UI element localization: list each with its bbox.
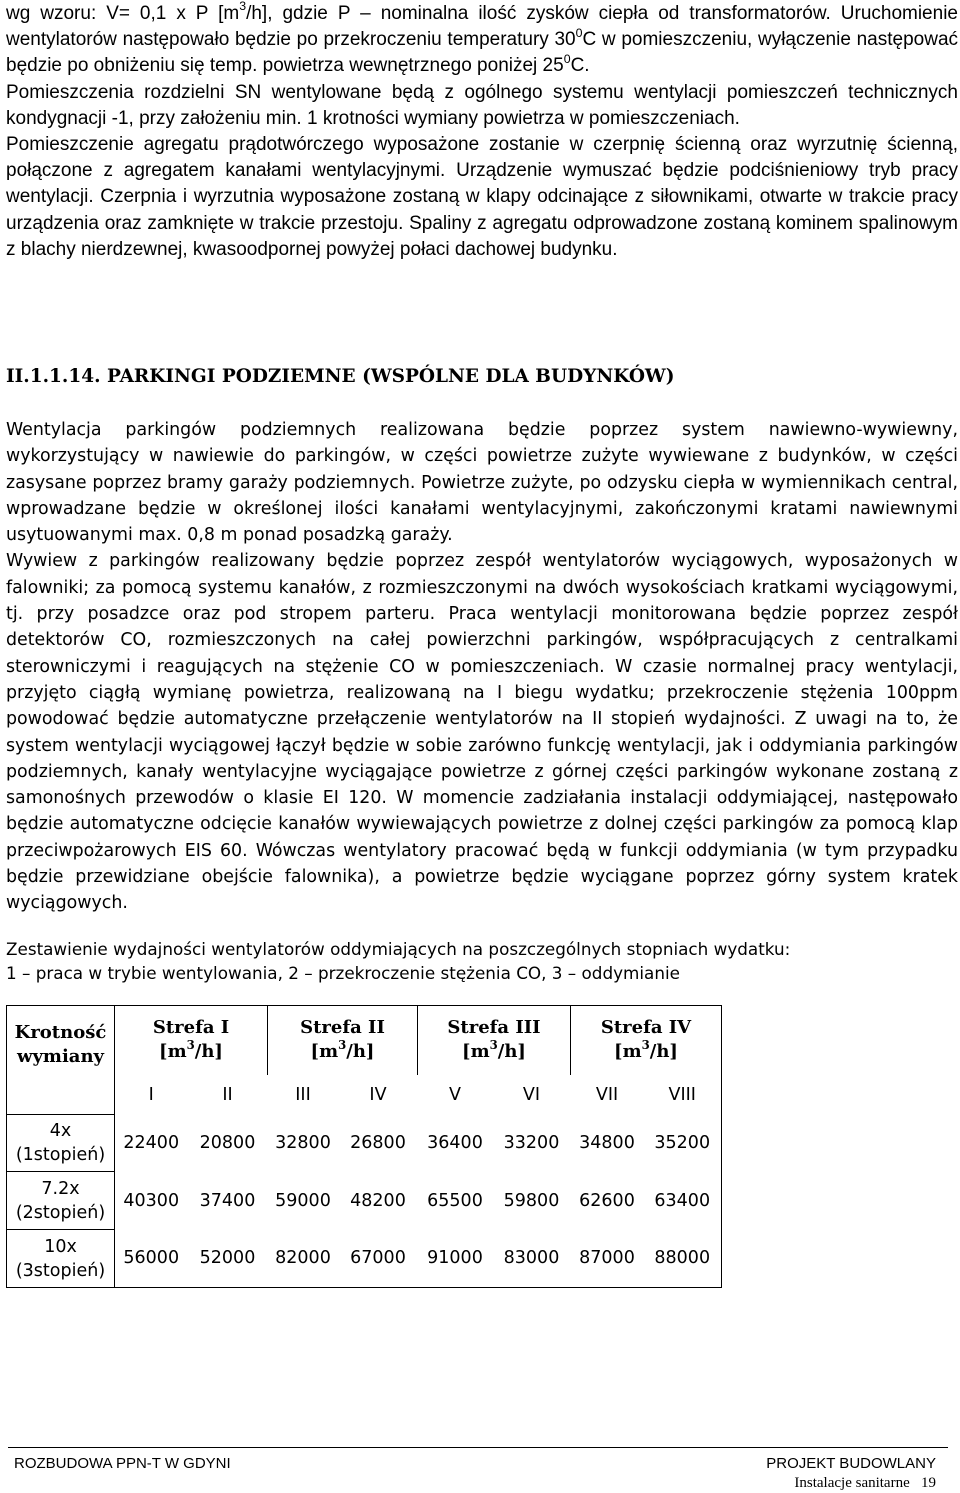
text-run: C w pomieszczeniu, wyłączenie następować będzie po obniżeniu się temp. powietrza wewnętrznego poniżej 25 [6,29,959,77]
zone-unit: /h] [497,1041,526,1063]
row-label: 7.2x (2stopień) [7,1172,115,1230]
subheader-cell: VII [595,1084,619,1105]
superscript: 3 [641,1038,650,1053]
value-cell: 37400 [199,1190,256,1211]
header-text: Krotność [14,1022,107,1043]
value-cell: 62600 [579,1190,635,1211]
value-cell: 59000 [275,1190,331,1211]
value-cell: 63400 [644,1172,722,1230]
superscript: 3 [489,1038,498,1053]
row-label: 4x (1stopień) [7,1115,115,1172]
value-cell: 83000 [493,1230,571,1288]
fan-capacity-table [6,1005,722,1288]
value-cell: 32800 [275,1133,331,1153]
footer-rule [8,1447,948,1448]
text-run: /h], gdzie P – nominalna ilość zysków ciepła od transformatorów. Uruchomienie wentylatorów następowało będzie po przekroczeniu temperatury 30 [6,3,958,51]
footer-project-name: ROZBUDOWA PPN-T W GDYNI [14,1455,231,1472]
value-cell: 87000 [571,1230,644,1288]
header-text: wymiany [16,1046,105,1067]
header-zone-1 [115,1006,268,1075]
zone-unit: [m [310,1041,339,1063]
superscript: 3 [338,1038,347,1053]
paragraph-parking-exhaust: Wywiew z parkingów realizowany będzie poprzez zespół wentylatorów wyciągowych, wyposażonych w falowniki; za pomocą systemu kanałów, z rozmieszczonymi na dwóch wysokościach kratkami wyciągowymi, tj. przy posadzce oraz pod stropem parteru. Praca wentylacji monitorowana będzie poprzez zespół detektorów CO, rozmieszczonych na całej powierzchni parkingów, współpracujących z centralkami sterowniczymi i reagujących na stężenie CO w pomieszczeniach. W czasie normalnej pracy wentylacji, przyjęto ciągłą wymianę powietrza, realizowaną na I biegu wydatku; przekroczenie stężenia 100ppm powodować będzie automatyczne przełączenie wentylatorów na II stopień wydajności. Z uwagi na to, że system wentylacji wyciągowej łączył będzie w sobie zarówno funkcję wentylacji, jak i oddymiania parkingów podziemnych, kanały wentylacyjne wyciągające powietrze z górnej części parkingów wykonane zostaną z samonośnych przewodów o klasie EI 120. W momencie zadziałania instalacji oddymiającej, następowało będzie automatyczne odcięcie kanałów wywiewających powietrze z dolnej części parkingów za pomocą klap przeciwpożarowych EIS 60. Wówczas wentylatory pracować będą w funkcji oddymiania (w tym przypadku będzie przewidziane obejście falownika), a powietrze będzie wyciągane poprzez górny system kratek wyciągowych. [6,551,958,914]
value-cell: 52000 [188,1230,268,1288]
subheader-cell: III [295,1084,311,1105]
table-row [7,1230,722,1288]
table-row [7,1172,722,1230]
paragraph-switchgear: Pomieszczenia rozdzielni SN wentylowane będą z ogólnego systemu wentylacji pomieszczeń technicznych kondygnacji -1, przy założeniu min. 1 krotności wymiany powietrza w pomieszczeniach. [6,81,958,129]
value-cell: 26800 [350,1133,406,1153]
superscript: 0 [575,25,583,40]
value-cell: 88000 [644,1230,722,1288]
superscript: 0 [563,51,571,66]
value-cell: 67000 [339,1230,418,1288]
header-zone-2 [268,1006,418,1075]
text-run: wg wzoru: V= 0,1 x P [m [6,3,240,24]
header-zone-4 [571,1006,722,1075]
zone-name: Strefa II [300,1017,385,1039]
value-cell: 56000 [115,1230,188,1288]
zone-unit: [m [462,1041,490,1063]
value-cell: 91000 [418,1230,493,1288]
subheader-cell: I [115,1075,188,1115]
section-heading: II.1.1.14. PARKINGI PODZIEMNE (WSPÓLNE DLA BUDYNKÓW) [6,366,675,387]
value-cell: 35200 [644,1115,722,1172]
header-zone-3 [418,1006,571,1075]
zone-name: Strefa I [152,1017,230,1039]
superscript: 3 [186,1038,195,1053]
footer-section-page [794,1475,936,1492]
zone-unit: /h] [346,1041,375,1063]
value-cell: 34800 [579,1133,635,1153]
footer-document-type: PROJEKT BUDOWLANY [766,1455,936,1472]
value-cell: 40300 [115,1172,188,1230]
value-cell: 22400 [115,1115,188,1172]
value-cell: 65500 [427,1190,483,1211]
subheader-cell: II [222,1084,233,1105]
value-cell: 36400 [427,1133,483,1153]
footer-section: Instalacje sanitarne [794,1475,910,1491]
text-run: C. [570,55,590,77]
summary-line-2: 1 – praca w trybie wentylowania, 2 – przekroczenie stężenia CO, 3 – oddymianie [6,963,680,983]
paragraph-generator-room: Pomieszczenie agregatu prądotwórczego wyposażone zostanie w czerpnię ścienną oraz wyrzutnię ścienną, połączone z agregatem kanałami wentylacyjnymi. Urządzenie wymuszać będzie podciśnieniowy tryb pracy wentylacji. Czerpnia i wyrzutnia wyposażone zostaną w klapy odcinające z siłownikami, otwarte w trakcie pracy urządzenia oraz zamknięte w trakcie przestoju. Spaliny z agregatu odprowadzone zostaną kominem spalinowym z blachy nierdzewnej, kwasoodpornej powyżej połaci dachowej budynku. [6,134,958,260]
subheader-cell: V [449,1084,461,1105]
superscript: 3 [239,0,247,14]
zone-unit: [m [159,1041,187,1063]
value-cell: 82000 [268,1230,339,1288]
subheader-cell: VIII [644,1075,722,1115]
header-krotnosc [7,1006,115,1115]
subheader-cell: VI [522,1084,541,1105]
paragraph-transformer-ventilation [6,1,958,80]
page-number: 19 [921,1475,936,1491]
zone-unit: [m [614,1041,642,1063]
row-label: 10x (3stopień) [7,1230,115,1288]
zone-name: Strefa III [447,1017,541,1039]
zone-unit: /h] [194,1041,223,1063]
subheader-cell: IV [369,1084,387,1105]
table-row [7,1115,722,1172]
value-cell: 59800 [503,1190,560,1211]
zone-unit: /h] [649,1041,678,1063]
value-cell: 20800 [199,1133,256,1153]
value-cell: 33200 [503,1133,560,1153]
zone-name: Strefa IV [600,1017,692,1039]
paragraph-parking-supply: Wentylacja parkingów podziemnych realizowana będzie poprzez system nawiewno-wywiewny, wykorzystujący w nawiewie do parkingów, w części powietrze zużyte wywiewane z budynków, w części zasysane poprzez bramy garaży podziemnych. Powietrze zużyte, po odzysku ciepła w wymiennikach central, wprowadzane będzie w określonej ilości kanałami wentylacyjnymi, zakończonymi kratami nawiewnymi usytuowanymi max. 0,8 m ponad posadzką garaży. [6,420,958,546]
summary-line-1: Zestawienie wydajności wentylatorów oddymiających na poszczególnych stopniach wydatku: [6,939,791,959]
value-cell: 48200 [350,1190,406,1211]
